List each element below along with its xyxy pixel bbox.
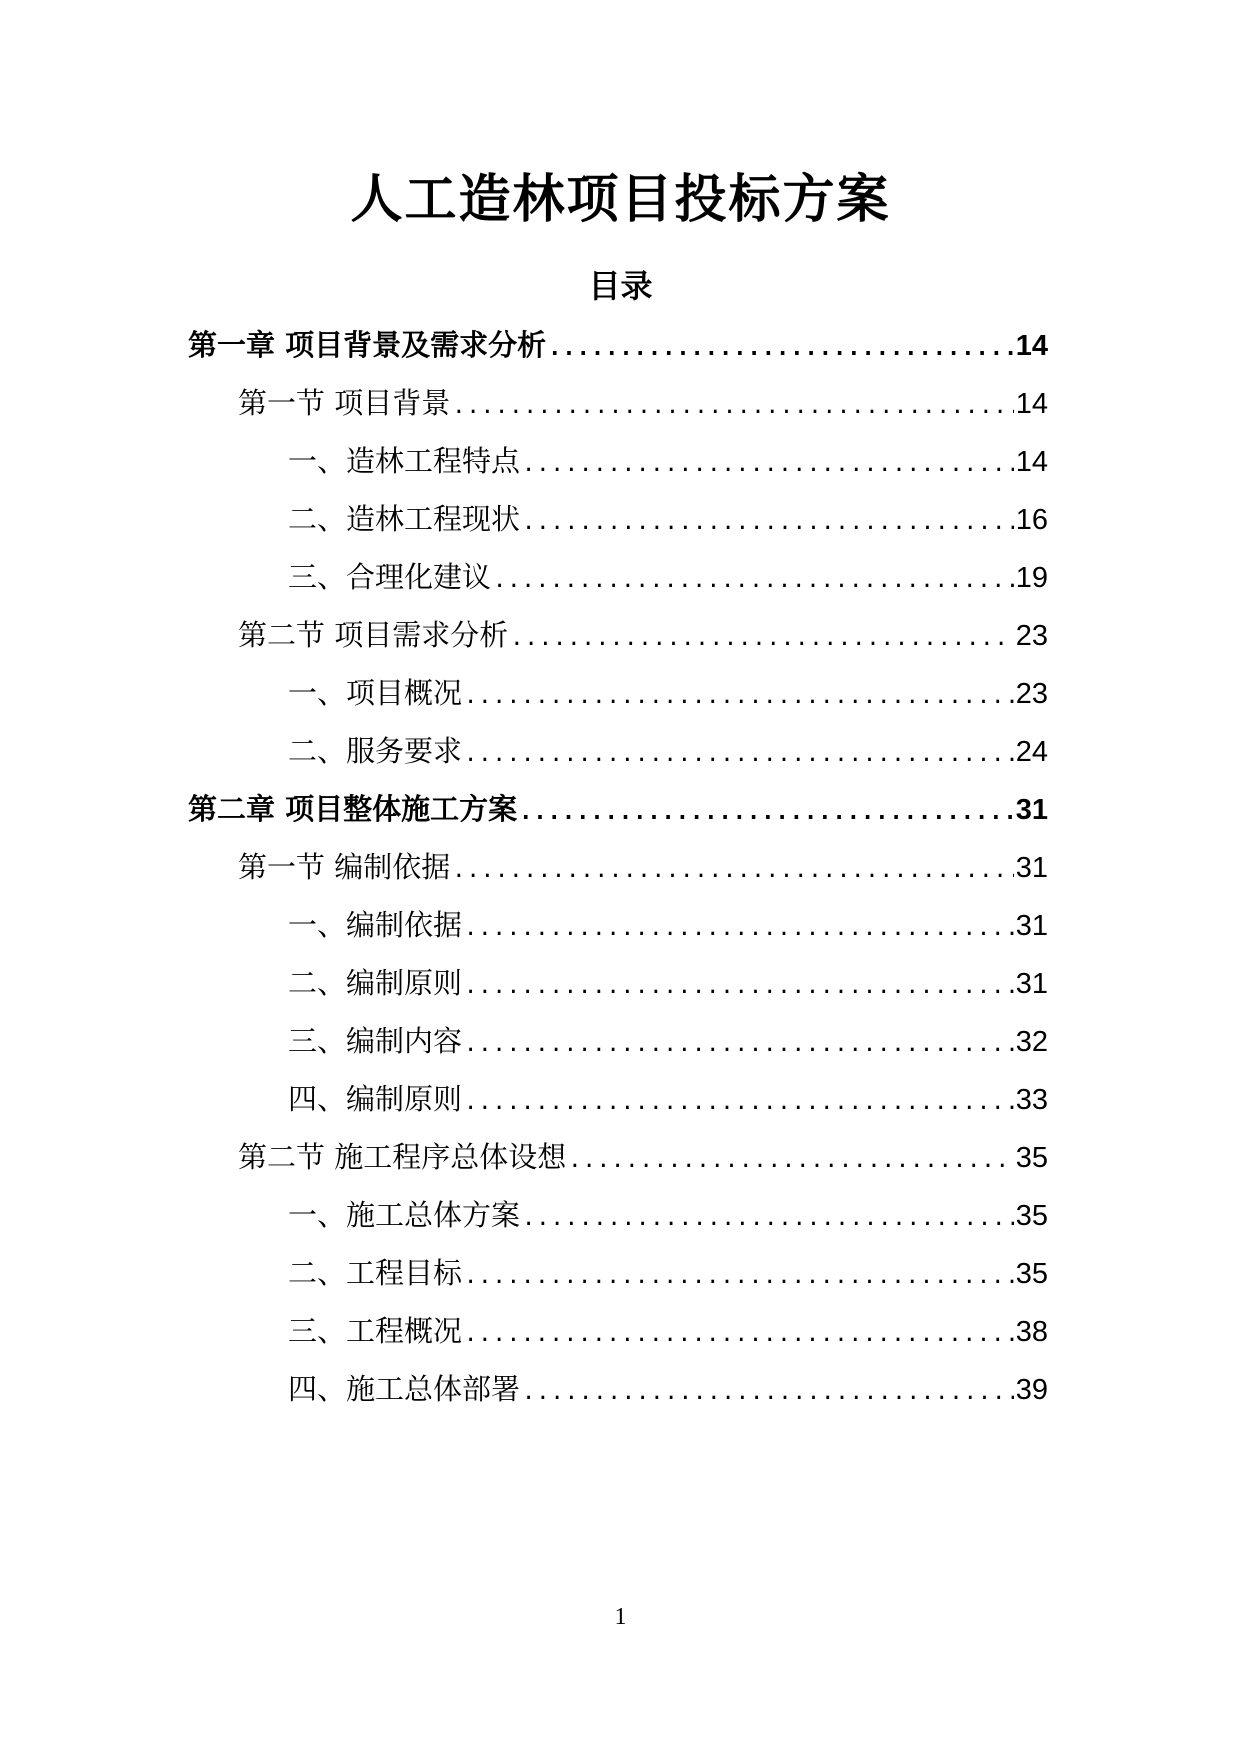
- toc-entry-page: 14: [1015, 446, 1048, 478]
- toc-entry-label: 一、项目概况: [288, 676, 463, 710]
- toc-entry-page: 35: [1015, 1258, 1048, 1290]
- toc-entry-label: 三、编制内容: [288, 1024, 463, 1058]
- toc-entry[interactable]: [288, 1369, 1048, 1409]
- toc-entry-label: 二、工程目标: [288, 1256, 463, 1290]
- toc-entry-label: 一、施工总体方案: [288, 1198, 521, 1232]
- toc-entry[interactable]: [188, 325, 1048, 365]
- toc-entry-label: 二、造林工程现状: [288, 502, 521, 536]
- toc-entry-page: 31: [1015, 794, 1048, 826]
- toc-entry[interactable]: [288, 905, 1048, 945]
- toc-dot-leader: [510, 619, 1014, 659]
- toc-entry[interactable]: [238, 615, 1048, 655]
- toc-dot-leader: [464, 1257, 1014, 1297]
- toc-dot-leader: [452, 387, 1014, 427]
- toc-dot-leader: [464, 1025, 1014, 1065]
- toc-entry[interactable]: [238, 847, 1048, 887]
- toc-entry-page: 39: [1015, 1374, 1048, 1406]
- toc-dot-leader: [522, 1199, 1014, 1239]
- page-number: 1: [614, 1604, 627, 1630]
- toc-entry-page: 16: [1015, 504, 1048, 536]
- toc-entry-label: 四、编制原则: [288, 1082, 463, 1116]
- toc-entry-label: 一、编制依据: [288, 908, 463, 942]
- toc-entry-label: 第一章 项目背景及需求分析: [188, 328, 547, 362]
- toc-entry-page: 19: [1015, 562, 1048, 594]
- toc-entry-label: 二、编制原则: [288, 966, 463, 1000]
- toc-dot-leader: [568, 1141, 1014, 1181]
- toc-dot-leader: [464, 967, 1014, 1007]
- toc-dot-leader: [464, 1315, 1014, 1355]
- toc-entry-label: 一、造林工程特点: [288, 444, 521, 478]
- toc-entry[interactable]: [288, 441, 1048, 481]
- toc-entry[interactable]: [288, 963, 1048, 1003]
- toc-entry-page: 23: [1015, 620, 1048, 652]
- toc-dot-leader: [452, 851, 1014, 891]
- toc-entry-label: 第二节 施工程序总体设想: [238, 1140, 567, 1174]
- toc-entry[interactable]: [288, 557, 1048, 597]
- toc-entry[interactable]: [288, 1021, 1048, 1061]
- toc-entry-label: 三、合理化建议: [288, 560, 492, 594]
- toc-entry-label: 第二章 项目整体施工方案: [188, 792, 518, 826]
- toc-dot-leader: [548, 329, 1014, 369]
- toc-entry-page: 31: [1015, 968, 1048, 1000]
- toc-dot-leader: [522, 445, 1014, 485]
- toc-dot-leader: [493, 561, 1014, 601]
- toc-entry-label: 三、工程概况: [288, 1314, 463, 1348]
- toc-entry[interactable]: [238, 383, 1048, 423]
- toc-entry[interactable]: [238, 1137, 1048, 1177]
- toc-entry-page: 32: [1015, 1026, 1048, 1058]
- toc-dot-leader: [464, 909, 1014, 949]
- document-title: 人工造林项目投标方案: [350, 170, 891, 230]
- toc-entry[interactable]: [288, 673, 1048, 713]
- toc-dot-leader: [519, 793, 1014, 833]
- toc-dot-leader: [464, 677, 1014, 717]
- toc-entry-page: 33: [1015, 1084, 1048, 1116]
- toc-entry[interactable]: [288, 1253, 1048, 1293]
- toc-dot-leader: [522, 1373, 1014, 1413]
- toc-entry-page: 14: [1015, 330, 1048, 362]
- toc-entry-label: 第一节 编制依据: [238, 850, 451, 884]
- toc-entry[interactable]: [288, 1311, 1048, 1351]
- toc-entry-page: 24: [1015, 736, 1048, 768]
- toc-entry[interactable]: [288, 1079, 1048, 1119]
- toc-dot-leader: [522, 503, 1014, 543]
- toc-entry-page: 31: [1015, 852, 1048, 884]
- toc-entry-label: 第二节 项目需求分析: [238, 618, 509, 652]
- toc-heading: 目录: [588, 267, 653, 305]
- toc-entry-page: 31: [1015, 910, 1048, 942]
- toc-entry-label: 第一节 项目背景: [238, 386, 451, 420]
- toc-dot-leader: [464, 735, 1014, 775]
- toc-entry-page: 38: [1015, 1316, 1048, 1348]
- toc-entry[interactable]: [288, 1195, 1048, 1235]
- toc-entry-label: 二、服务要求: [288, 734, 463, 768]
- toc-entry[interactable]: [288, 731, 1048, 771]
- toc-dot-leader: [464, 1083, 1014, 1123]
- toc-entry-page: 23: [1015, 678, 1048, 710]
- toc-entry-label: 四、施工总体部署: [288, 1372, 521, 1406]
- toc-entry-page: 35: [1015, 1142, 1048, 1174]
- toc-entry[interactable]: [288, 499, 1048, 539]
- toc-entry-page: 35: [1015, 1200, 1048, 1232]
- toc-entry-page: 14: [1015, 388, 1048, 420]
- toc-entry[interactable]: [188, 789, 1048, 829]
